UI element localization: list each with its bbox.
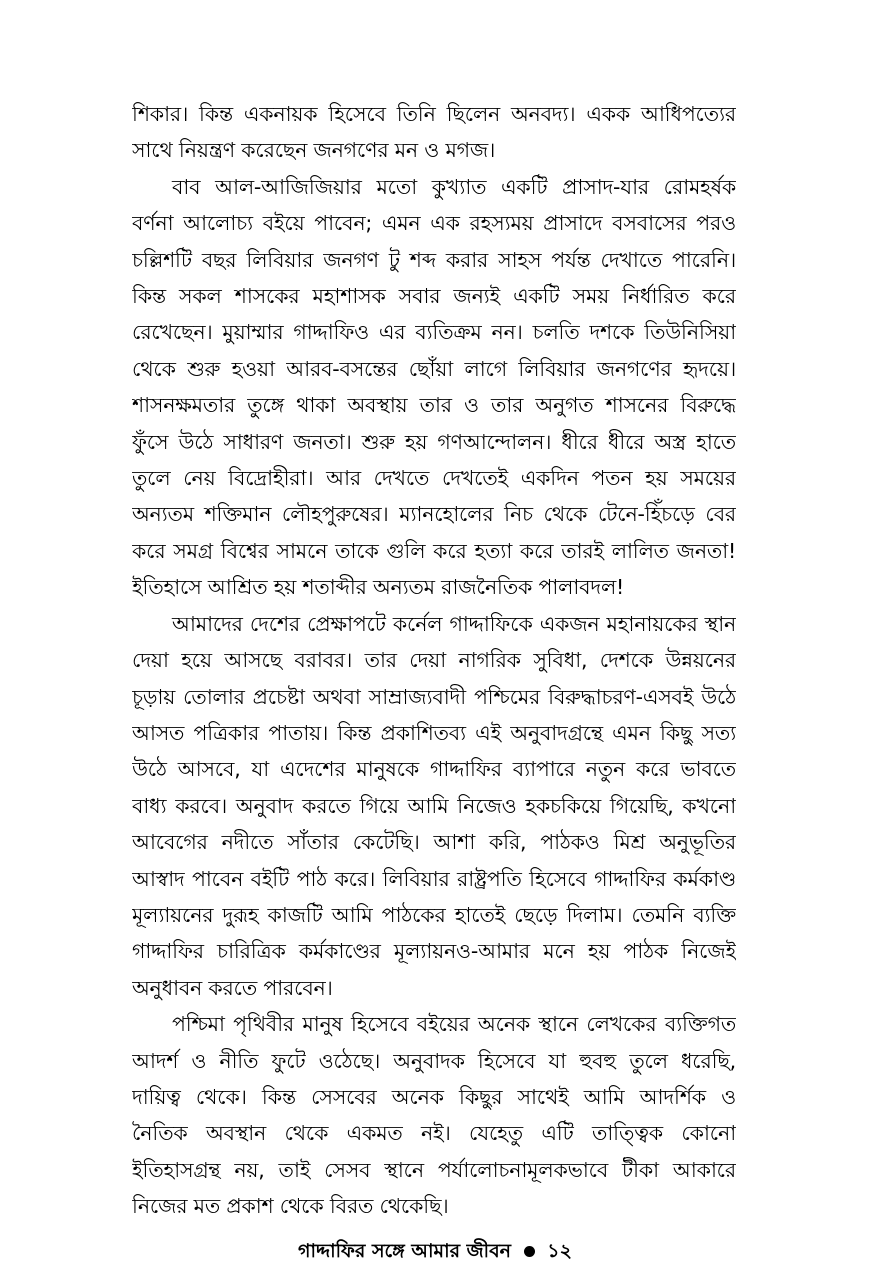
text-line: নিজের মত প্রকাশ থেকে বিরত থেকেছি। (132, 1194, 449, 1219)
text-line: দেয়া হয়ে আসছে বরাবর। তার দেয়া নাগরিক সুবিধা, দেশকে উন্নয়নের (132, 648, 736, 673)
text-line: বর্ণনা আলোচ্য বইয়ে পাবেন; এমন এক রহস্যময় প্রাসাদে বসবাসের পরও (132, 211, 736, 236)
text-line: চল্লিশটি বছর লিবিয়ার জনগণ টু শব্দ করার সাহস পর্যন্ত দেখাতে পারেনি। (132, 247, 736, 272)
text-line: উঠে আসবে, যা এদেশের মানুষকে গাদ্দাফির ব্যাপারে নতুন করে ভাবতে (132, 757, 736, 782)
text-line: আসত পত্রিকার পাতায়। কিন্ত প্রকাশিতব্য এই অনুবাদগ্রন্থে এমন কিছু সত্য (132, 720, 736, 745)
book-title: গাদ্দাফির সঙ্গে আমার জীবন (298, 1240, 512, 1262)
text-line: ফুঁসে উঠে সাধারণ জনতা। শুরু হয় গণআন্দোলন। ধীরে ধীরে অস্ত্র হাতে (132, 429, 736, 454)
text-line: ইতিহাসগ্রন্থ নয়, তাই সেসব স্থানে পর্যালোচনামূলকভাবে টীকা আকারে (132, 1157, 736, 1182)
text-line: পশ্চিমা পৃথিবীর মানুষ হিসেবে বইয়ের অনেক স্থানে লেখকের ব্যক্তিগত (172, 1012, 736, 1037)
text-line: গাদ্দাফির চারিত্রিক কর্মকাণ্ডের মূল্যায়নও-আমার মনে হয় পাঠক নিজেই (132, 939, 736, 964)
paragraph-3 (132, 606, 736, 1006)
text-line: সাথে নিয়ন্ত্রণ করেছেন জনগণের মন ও মগজ। (132, 138, 496, 163)
text-line: দায়িত্ব থেকে। কিন্ত সেসবের অনেক কিছুর সাথেই আমি আদর্শিক ও (132, 1084, 736, 1109)
page-body (132, 96, 736, 1225)
text-line: বাব আল-আজিজিয়ার মতো কুখ্যাত একটি প্রাসাদ-যার রোমহর্ষক (172, 174, 736, 199)
text-line: অনুধাবন করতে পারবেন। (132, 975, 333, 1000)
text-line: তুলে নেয় বিদ্রোহীরা। আর দেখতে দেখতেই একদিন পতন হয় সময়ের (132, 466, 736, 491)
page-number: ১২ (547, 1240, 572, 1262)
text-line: আদর্শ ও নীতি ফুটে ওঠেছে। অনুবাদক হিসেবে যা হুবহু তুলে ধরেছি, (132, 1048, 736, 1073)
text-line: মূল্যায়নের দুরূহ কাজটি আমি পাঠকের হাতেই ছেড়ে দিলাম। তেমনি ব্যক্তি (132, 902, 736, 927)
text-line: চূড়ায় তোলার প্রচেষ্টা অথবা সাম্রাজ্যবাদী পশ্চিমের বিরুদ্ধাচরণ-এসবই উঠে (132, 684, 736, 709)
paragraph-1 (132, 96, 736, 169)
paragraph-4 (132, 1006, 736, 1224)
text-line: রেখেছেন। মুয়াম্মার গাদ্দাফিও এর ব্যতিক্রম নন। চলতি দশকে তিউনিসিয়া (132, 320, 736, 345)
text-line: আমাদের দেশের প্রেক্ষাপটে কর্নেল গাদ্দাফিকে একজন মহানায়কের স্থান (172, 611, 736, 636)
text-line: শাসনক্ষমতার তুঙ্গে থাকা অবস্থায় তার ও তার অনুগত শাসনের বিরুদ্ধে (132, 393, 736, 418)
text-line: ইতিহাসে আশ্রিত হয় শতাব্দীর অন্যতম রাজনৈতিক পালাবদল! (132, 575, 625, 600)
page-footer (0, 1237, 870, 1269)
text-line: আস্বাদ পাবেন বইটি পাঠ করে। লিবিয়ার রাষ্ট্রপতি হিসেবে গাদ্দাফির কর্মকাণ্ড (132, 866, 736, 891)
text-line: নৈতিক অবস্থান থেকে একমত নই। যেহেতু এটি তাত্ত্বিক কোনো (132, 1121, 736, 1146)
text-line: থেকে শুরু হওয়া আরব-বসন্তের ছোঁয়া লাগে লিবিয়ার জনগণের হৃদয়ে। (132, 356, 736, 381)
text-line: শিকার। কিন্ত একনায়ক হিসেবে তিনি ছিলেন অনবদ্য। একক আধিপত্যের (132, 102, 736, 126)
bullet-icon (524, 1246, 535, 1257)
text-line: করে সমগ্র বিশ্বের সামনে তাকে গুলি করে হত্যা করে তারই লালিত জনতা! (132, 538, 736, 563)
text-line: আবেগের নদীতে সাঁতার কেটেছি। আশা করি, পাঠকও মিশ্র অনুভূতির (132, 830, 736, 855)
text-line: কিন্ত সকল শাসকের মহাশাসক সবার জন্যই একটি সময় নির্ধারিত করে (132, 284, 736, 309)
paragraph-2 (132, 169, 736, 606)
text-line: বাধ্য করবে। অনুবাদ করতে গিয়ে আমি নিজেও হকচকিয়ে গিয়েছি, কখনো (132, 793, 736, 818)
text-line: অন্যতম শক্তিমান লৌহপুরুষের। ম্যানহোলের নিচ থেকে টেনে-হিঁচড়ে বের (132, 502, 736, 527)
